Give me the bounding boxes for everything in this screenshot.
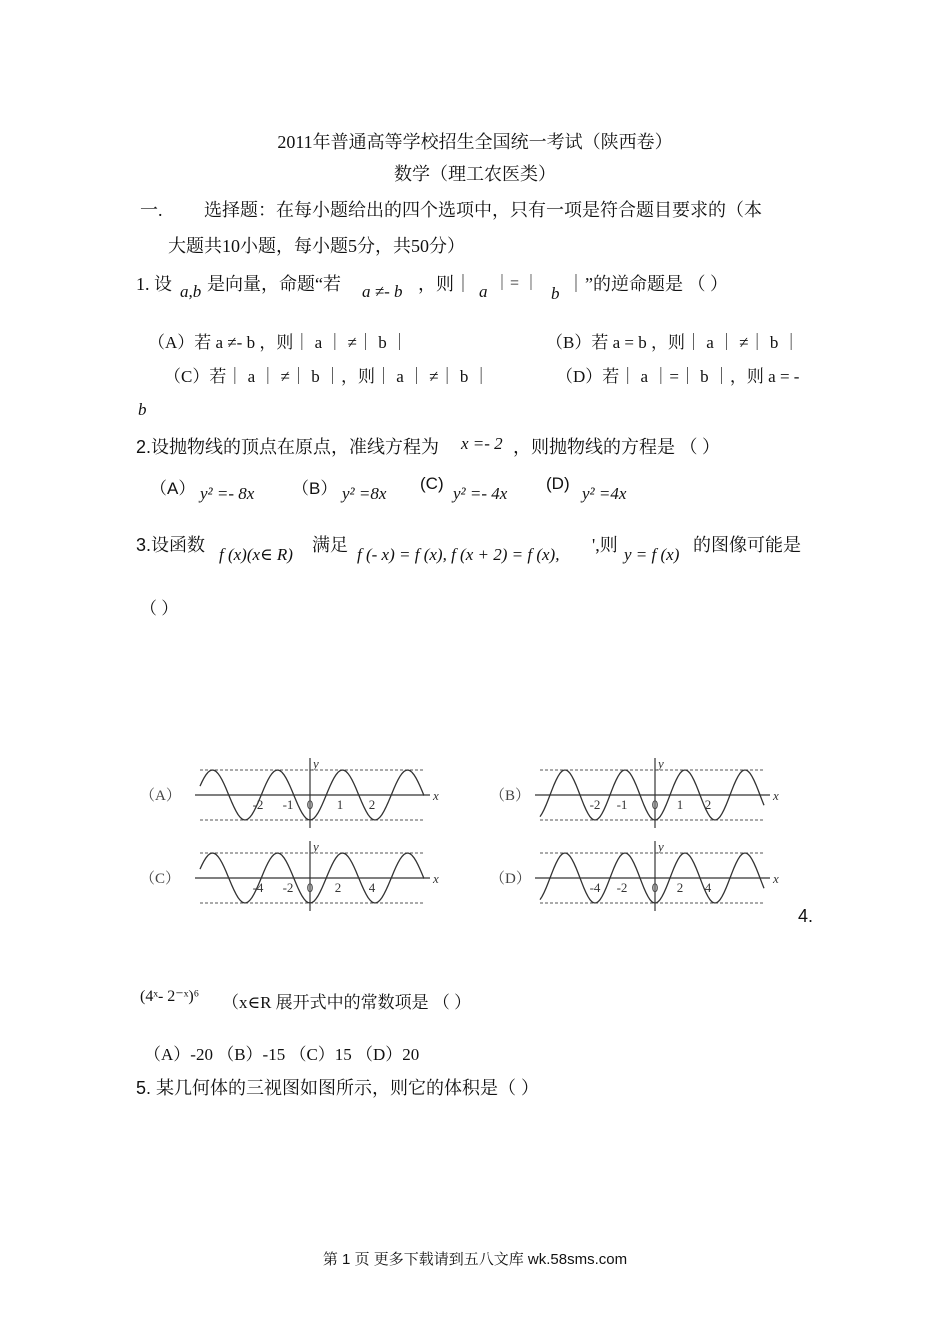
graph-d-tick-label: 0	[651, 880, 659, 895]
q2-stem-b: ，则抛物线的方程是 （ ）	[513, 437, 720, 457]
q2-option-b-expr: y² =8x	[342, 484, 387, 503]
graph-b-tick-label: -1	[616, 797, 628, 812]
q4-number: 4.	[798, 906, 814, 926]
q2-cond: x =- 2	[461, 434, 503, 453]
q4-stem: （x∈R 展开式中的常数项是 （ ）	[222, 993, 472, 1012]
q1-option-b: （B）若 a = b ，则｜ a ｜ ≠｜ b ｜	[546, 333, 800, 352]
graph-a-tick-label: -1	[282, 797, 294, 812]
graph-b-label: （B）	[490, 788, 531, 804]
q2-option-a-expr: y² =- 8x	[200, 484, 255, 503]
q1-stem-d: ｜”的逆命题是 （ ）	[567, 274, 728, 294]
q3-graphs	[140, 745, 800, 920]
graph-d-y-label: y	[658, 839, 664, 854]
q3-stem-d: 的图像可能是	[693, 535, 801, 555]
q1-cond: a ≠- b	[362, 282, 403, 301]
q2-stem-a: 2.设抛物线的顶点在原点，准线方程为	[136, 437, 440, 457]
graph-b-y-label: y	[658, 756, 664, 771]
q1-a: a	[479, 282, 488, 301]
graph-c-label: （C）	[140, 871, 181, 887]
q1-option-c: （C）若｜ a ｜ ≠｜ b ｜，则｜ a ｜ ≠｜ b ｜	[164, 367, 490, 386]
section-line1: 选择题：在每小题给出的四个选项中，只有一项是符合题目要求的（本	[204, 200, 762, 220]
q2-option-c-label: (C)	[420, 474, 444, 493]
graph-d-tick-label: -2	[616, 880, 628, 895]
graph-b-x-label: x	[773, 788, 779, 803]
graph-a-tick-label: -2	[252, 797, 264, 812]
q3-y: y = f (x)	[624, 545, 680, 564]
graph-c-tick-label: 2	[334, 880, 342, 895]
section-line2: 大题共10小题，每小题5分，共50分）	[168, 236, 465, 256]
graph-d-tick-label: -4	[589, 880, 601, 895]
q3-stem-c: ',则	[592, 535, 618, 555]
graph-b-tick-label: 2	[704, 797, 712, 812]
graph-a-x-label: x	[433, 788, 439, 803]
q1-option-a: （A）若 a ≠- b ，则｜ a ｜ ≠｜ b ｜	[148, 333, 408, 352]
graph-d-tick-label: 4	[704, 880, 712, 895]
q3-stem-b: 满足	[312, 535, 348, 555]
graph-c-tick-label: -4	[252, 880, 264, 895]
page-footer: 第 1 页 更多下载请到五八文库 wk.58sms.com	[322, 1251, 628, 1268]
q1-stem-c: ，则｜	[418, 274, 472, 294]
graph-d-x-label: x	[773, 871, 779, 886]
q2-option-d-label: (D)	[546, 474, 570, 493]
page-subtitle: 数学（理工农医类）	[394, 164, 556, 184]
graph-d-tick-label: 2	[676, 880, 684, 895]
q2-option-c-expr: y² =- 4x	[453, 484, 508, 503]
graph-a-tick-label: 1	[336, 797, 344, 812]
q4-options: （A）-20 （B）-15 （C）15 （D）20	[144, 1045, 420, 1064]
graph-d-label: （D）	[490, 871, 531, 887]
graph-b-tick-label: 0	[651, 797, 659, 812]
q1-stem-a: 1. 设	[136, 274, 172, 294]
q1-option-d-tail: b	[138, 400, 147, 419]
q1-b: b	[551, 284, 560, 303]
q2-option-a-label: （A）	[150, 479, 196, 498]
graph-a-tick-label: 0	[306, 797, 314, 812]
graph-c-x-label: x	[433, 871, 439, 886]
q2-option-b-label: （B）	[292, 479, 338, 498]
graph-c-tick-label: -2	[282, 880, 294, 895]
q1-option-d: （D）若｜ a ｜=｜ b ｜，则 a = -	[556, 367, 800, 386]
graph-c-y-label: y	[313, 839, 319, 854]
q1-vars: a,b	[180, 282, 202, 301]
section-number: 一.	[140, 200, 163, 220]
graph-c-tick-label: 0	[306, 880, 314, 895]
graph-a-y-label: y	[313, 756, 319, 771]
q2-option-d-expr: y² =4x	[582, 484, 627, 503]
q3-cond: f (- x) = f (x), f (x + 2) = f (x),	[357, 545, 560, 564]
graph-b-tick-label: 1	[676, 797, 684, 812]
graph-a-tick-label: 2	[368, 797, 376, 812]
q3-blank: （ ）	[140, 599, 179, 618]
q4-expr: (4ˣ- 2⁻ˣ)⁶	[140, 988, 200, 1005]
graph-c-tick-label: 4	[368, 880, 376, 895]
page-title: 2011年普通高等学校招生全国统一考试（陕西卷）	[277, 132, 673, 152]
q1-eq: ｜= ｜	[494, 275, 540, 292]
q5-stem: 5. 某几何体的三视图如图所示，则它的体积是（ ）	[136, 1078, 540, 1098]
q3-f: f (x)(x∈ R)	[219, 545, 293, 564]
q1-stem-b: 是向量，命题“若	[207, 274, 341, 294]
graph-b-tick-label: -2	[589, 797, 601, 812]
q3-stem-a: 3.设函数	[136, 535, 206, 555]
graph-a-label: （A）	[140, 788, 181, 804]
